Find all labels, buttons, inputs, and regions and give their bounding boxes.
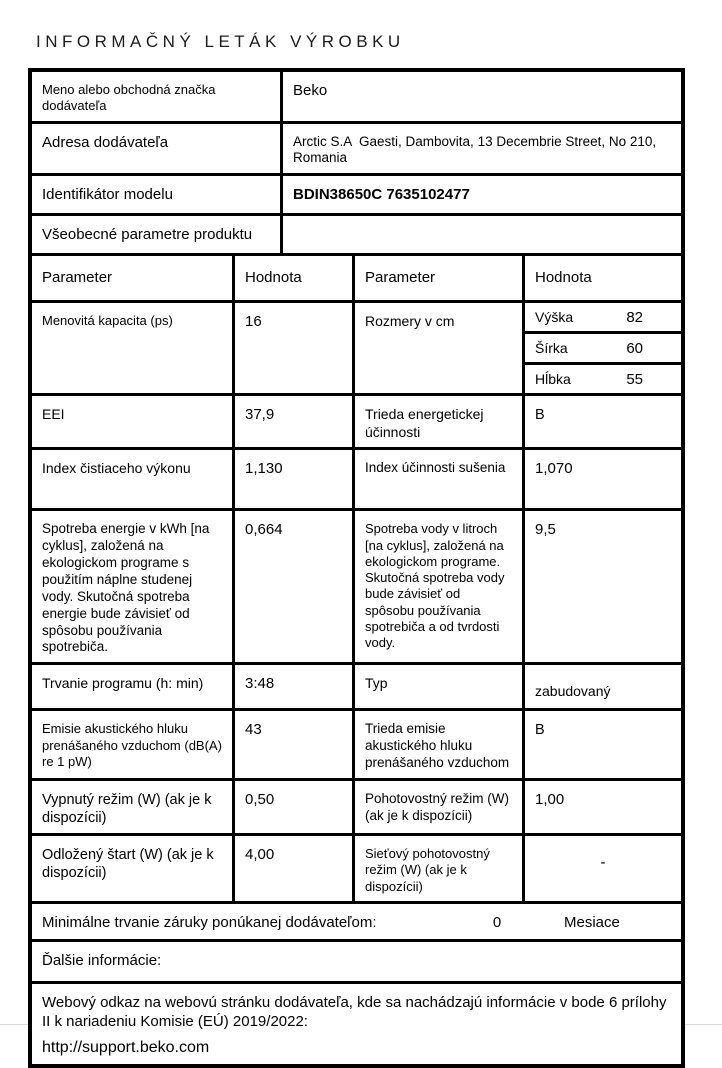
standby-mode-value: 1,00 <box>535 790 565 808</box>
height-label: Výška <box>535 309 574 326</box>
drying-index-label: Index účinnosti sušenia <box>355 450 525 508</box>
table-row-indexes <box>32 450 681 511</box>
delayed-start-value: 4,00 <box>235 836 355 901</box>
eei-value: 37,9 <box>235 396 355 447</box>
type-value: zabudovaný <box>535 683 611 700</box>
off-mode-value: 0,50 <box>235 781 355 833</box>
capacity-value: 16 <box>235 303 355 393</box>
cleaning-index-value: 1,130 <box>235 450 355 508</box>
depth-label: Hĺbka <box>535 371 571 388</box>
width-label: Šírka <box>535 340 568 357</box>
product-fiche-table <box>28 68 685 1068</box>
table-row-model-identifier <box>32 176 681 216</box>
water-consumption-label: Spotreba vody v litroch [na cyklus], založená na ekologickom programe. Skutočná spotreba vody bude závisieť od spôsobu používania spotrebiča a od tvrdosti vody. <box>355 511 525 662</box>
table-row-supplier-address <box>32 124 681 177</box>
supplier-address-value: Arctic S.A Gaesti, Dambovita, 13 Decembrie Street, No 210, Romania <box>293 133 660 166</box>
water-consumption-value: 9,5 <box>535 521 556 539</box>
warranty-value: 0 <box>492 913 502 931</box>
header-parameter-left: Parameter <box>32 256 235 300</box>
additional-info-label: Ďalšie informácie: <box>42 951 162 969</box>
networked-standby-value: - <box>600 854 606 872</box>
page-title: INFORMAČNÝ LETÁK VÝROBKU <box>36 32 405 51</box>
dimension-row-depth <box>525 365 681 393</box>
noise-class-value: B <box>535 722 545 739</box>
table-row-off-standby <box>32 781 681 836</box>
table-row-delay-network <box>32 836 681 904</box>
table-header-row <box>32 256 681 303</box>
noise-emission-value: 43 <box>235 711 355 778</box>
web-link-cell <box>32 984 681 1065</box>
energy-class-label: Trieda energetickej účinnosti <box>355 396 525 447</box>
table-row-eei <box>32 396 681 450</box>
energy-class-value: B <box>535 407 545 424</box>
capacity-label: Menovitá kapacita (ps) <box>32 303 235 393</box>
type-label: Typ <box>355 665 525 708</box>
dimension-row-height <box>525 303 681 334</box>
warranty-label: Minimálne trvanie záruky ponúkanej dodávateľom: <box>42 913 377 931</box>
table-row-duration-type <box>32 665 681 711</box>
supplier-address-label: Adresa dodávateľa <box>32 124 283 174</box>
supplier-website-link[interactable]: http://support.beko.com <box>42 1039 210 1057</box>
header-value-right: Hodnota <box>535 269 592 287</box>
table-row-capacity-dimensions <box>32 303 681 396</box>
energy-consumption-label: Spotreba energie v kWh [na cyklus], založená na ekologickom programe s použitím náplne studenej vody. Skutočná spotreba energie bude závisieť od spôsobu používania spotrebiča. <box>32 511 235 662</box>
general-parameters-value <box>283 216 681 253</box>
table-row-additional-info <box>32 942 681 984</box>
width-value: 60 <box>626 339 643 357</box>
cleaning-index-label: Index čistiaceho výkonu <box>32 450 235 508</box>
supplier-name-label: Meno alebo obchodná značka dodávateľa <box>32 72 283 121</box>
height-value: 82 <box>626 308 643 326</box>
web-link-description: Webový odkaz na webovú stránku dodávateľa, kde sa nachádzajú informácie v bode 6 prílohy II k nariadeniu Komisie (EÚ) 2019/2022: <box>42 993 667 1030</box>
model-identifier-label: Identifikátor modelu <box>32 176 283 213</box>
warranty-unit: Mesiace <box>564 913 620 931</box>
networked-standby-label: Sieťový pohotovostný režim (W) (ak je k dispozícii) <box>355 836 525 901</box>
depth-value: 55 <box>626 370 643 388</box>
table-row-consumption <box>32 511 681 665</box>
header-value-left: Hodnota <box>235 256 355 300</box>
program-duration-value: 3:48 <box>235 665 355 708</box>
table-row-general-parameters <box>32 216 681 256</box>
table-row-supplier-name <box>32 72 681 124</box>
table-row-noise <box>32 711 681 781</box>
general-parameters-label: Všeobecné parametre produktu <box>32 216 283 253</box>
drying-index-value: 1,070 <box>535 460 573 478</box>
table-row-warranty <box>32 904 681 942</box>
energy-consumption-value: 0,664 <box>235 511 355 662</box>
dimensions-subtable <box>525 303 681 393</box>
delayed-start-label: Odložený štart (W) (ak je k dispozícii) <box>32 836 235 901</box>
model-identifier-value: BDIN38650C 7635102477 <box>293 186 470 204</box>
dimensions-label: Rozmery v cm <box>355 303 525 393</box>
noise-emission-label: Emisie akustického hluku prenášaného vzduchom (dB(A) re 1 pW) <box>32 711 235 778</box>
dimension-row-width <box>525 334 681 365</box>
eei-label: EEI <box>32 396 235 447</box>
header-parameter-right: Parameter <box>355 256 525 300</box>
table-row-web-link <box>32 984 681 1065</box>
noise-class-label: Trieda emisie akustického hluku prenášaného vzduchom <box>355 711 525 778</box>
standby-mode-label: Pohotovostný režim (W) (ak je k dispozícii) <box>355 781 525 833</box>
program-duration-label: Trvanie programu (h: min) <box>32 665 235 708</box>
supplier-name-value: Beko <box>293 82 328 99</box>
off-mode-label: Vypnutý režim (W) (ak je k dispozícii) <box>32 781 235 833</box>
